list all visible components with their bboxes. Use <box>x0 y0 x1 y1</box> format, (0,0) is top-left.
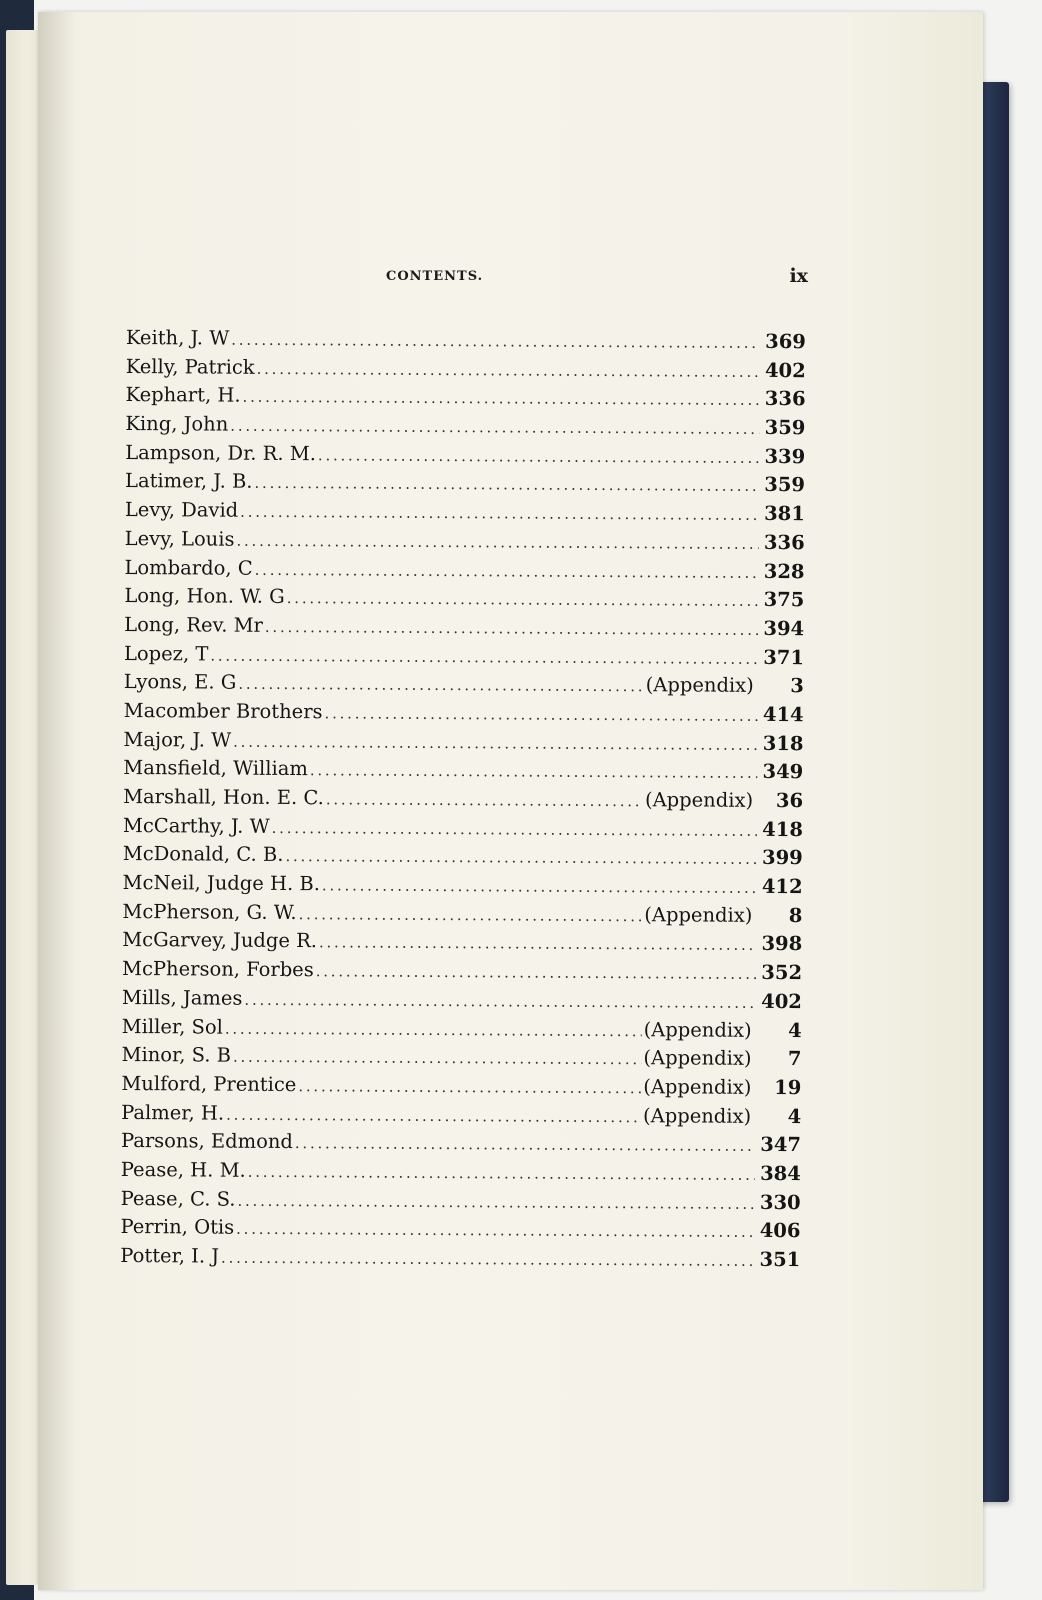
entry-name: Macomber Brothers <box>123 698 323 724</box>
entry-page-number: 375 <box>763 588 805 612</box>
dot-leader <box>236 1220 754 1241</box>
entry-page-number: 412 <box>761 874 803 899</box>
entry-name: Lopez, T <box>123 641 209 666</box>
entry-page-number: 339 <box>764 444 806 468</box>
dot-leader <box>230 417 759 438</box>
entry-page-number: 336 <box>763 530 805 554</box>
entry-name: Lombardo, C <box>124 555 253 580</box>
entry-name: Levy, Louis <box>124 526 235 551</box>
entry-name: Long, Hon. W. G <box>124 584 285 609</box>
entry-note: (Appendix) <box>645 673 754 698</box>
contents-entry <box>124 670 804 703</box>
entry-note: (Appendix) <box>643 1103 752 1128</box>
dot-leader <box>231 331 760 352</box>
book-page <box>38 12 983 1590</box>
entry-name: Pease, H. M. <box>120 1157 246 1182</box>
running-head <box>118 267 808 287</box>
entry-page-number: 347 <box>760 1133 802 1157</box>
entry-name: Latimer, J. B. <box>124 469 253 494</box>
page-title: CONTENTS. <box>386 269 484 284</box>
entry-name: Miller, Sol <box>121 1014 223 1039</box>
entry-page-number: 351 <box>759 1247 801 1272</box>
entry-page-number: 7 <box>787 1047 802 1071</box>
dot-leader <box>237 1191 754 1212</box>
dot-leader <box>318 446 759 467</box>
entry-name: Mulford, Prentice <box>121 1071 297 1096</box>
contents-entry <box>122 957 802 990</box>
entry-page-number: 318 <box>762 731 804 755</box>
dot-leader <box>210 646 758 667</box>
contents-entry <box>122 900 802 933</box>
contents-list <box>120 326 806 1277</box>
entry-page-number: 398 <box>761 932 803 956</box>
entry-name: Kelly, Patrick <box>125 354 255 379</box>
contents-entry <box>124 699 804 732</box>
entry-name: Long, Rev. Mr <box>124 612 263 637</box>
dot-leader <box>287 589 759 610</box>
entry-name: Major, J. W <box>123 727 232 752</box>
entry-note: (Appendix) <box>644 902 753 927</box>
entry-name: Levy, David <box>124 498 239 522</box>
dot-leader <box>233 732 757 753</box>
dot-leader <box>326 790 643 810</box>
entry-name: McNeil, Judge H. B. <box>122 871 321 896</box>
entry-name: Lampson, Dr. R. M. <box>125 440 317 465</box>
entry-name: McCarthy, J. W <box>122 813 270 838</box>
dot-leader <box>226 1105 641 1126</box>
dot-leader <box>221 1249 754 1270</box>
entry-page-number: 369 <box>765 329 806 354</box>
contents-entry <box>121 1158 801 1191</box>
entry-page-number: 330 <box>759 1190 801 1214</box>
dot-leader <box>238 675 643 695</box>
entry-name: Minor, S. B <box>121 1043 232 1067</box>
dot-leader <box>319 934 756 955</box>
dot-leader <box>248 1163 755 1184</box>
contents-entry <box>125 412 805 445</box>
dot-leader <box>310 761 758 782</box>
entry-page-number: 414 <box>762 702 804 727</box>
entry-page-number: 328 <box>763 559 805 583</box>
entry-name: McGarvey, Judge R. <box>122 928 318 953</box>
entry-page-number: 371 <box>763 645 805 669</box>
contents-entry <box>123 842 803 875</box>
contents-entry <box>120 1215 800 1248</box>
entry-page-number: 19 <box>774 1075 802 1100</box>
entry-name: Mills, James <box>121 985 243 1010</box>
contents-entry <box>123 756 803 789</box>
entry-page-number: 418 <box>762 817 804 841</box>
entry-name: Kephart, H. <box>125 383 241 408</box>
dot-leader <box>295 1134 755 1155</box>
contents-entry <box>126 326 806 359</box>
left-page-edge <box>6 30 42 1585</box>
dot-leader <box>316 962 756 983</box>
contents-entry <box>121 1101 801 1134</box>
entry-name: Potter, I. J <box>120 1243 220 1268</box>
entry-name: McPherson, Forbes <box>122 957 314 982</box>
contents-entry <box>126 355 806 388</box>
contents-entry <box>121 1129 801 1162</box>
dot-leader <box>257 359 760 380</box>
entry-name: McPherson, G. W. <box>122 899 297 924</box>
dot-leader <box>298 1077 641 1097</box>
dot-leader <box>240 503 759 524</box>
contents-entry <box>125 498 805 531</box>
dot-leader <box>254 474 759 495</box>
entry-name: Mansfield, William <box>123 756 308 781</box>
entry-page-number: 3 <box>790 674 804 698</box>
dot-leader <box>285 847 756 868</box>
entry-name: Palmer, H. <box>121 1100 225 1125</box>
entry-page-number: 394 <box>763 616 805 641</box>
contents-entry <box>122 928 802 961</box>
dot-leader <box>233 1048 642 1068</box>
dot-leader <box>244 991 756 1012</box>
dot-leader <box>255 560 759 581</box>
entry-name: Perrin, Otis <box>120 1215 235 1239</box>
entry-name: Lyons, E. G <box>123 670 237 694</box>
contents-entry <box>124 555 804 588</box>
entry-page-number: 4 <box>788 1018 802 1042</box>
entry-note: (Appendix) <box>644 788 754 812</box>
contents-entry <box>122 871 802 904</box>
contents-entry <box>124 584 804 617</box>
contents-entry <box>123 785 803 818</box>
entry-name: Parsons, Edmond <box>120 1129 293 1154</box>
contents-entry <box>125 527 805 560</box>
entry-page-number: 384 <box>760 1161 801 1186</box>
dot-leader <box>225 1019 642 1040</box>
entry-page-number: 406 <box>759 1219 801 1243</box>
entry-name: Keith, J. W <box>125 326 230 350</box>
dot-leader <box>322 876 757 897</box>
contents-entry <box>121 1072 801 1105</box>
entry-page-number: 352 <box>761 961 803 985</box>
contents-entry <box>121 1043 801 1076</box>
contents-entry <box>120 1244 800 1277</box>
contents-entry <box>125 441 805 474</box>
dot-leader <box>265 618 758 639</box>
page-number: ix <box>789 265 808 287</box>
contents-entry <box>125 383 805 416</box>
entry-page-number: 359 <box>764 415 806 440</box>
entry-page-number: 36 <box>775 788 804 813</box>
dot-leader <box>243 388 760 409</box>
entry-page-number: 402 <box>764 358 806 382</box>
entry-name: McDonald, C. B. <box>122 842 284 867</box>
entry-page-number: 349 <box>762 760 804 784</box>
contents-entry <box>122 1014 802 1047</box>
contents-entry <box>123 728 803 761</box>
contents-entry <box>122 986 802 1019</box>
dot-leader <box>325 704 758 725</box>
entry-name: King, John <box>125 412 229 436</box>
entry-page-number: 399 <box>761 846 803 870</box>
dot-leader <box>299 905 643 925</box>
gutter-shadow <box>38 12 78 1590</box>
entry-page-number: 4 <box>787 1104 802 1128</box>
entry-page-number: 8 <box>788 903 803 927</box>
entry-name: Pease, C. S. <box>120 1186 236 1211</box>
entry-page-number: 336 <box>764 387 806 411</box>
contents-entry <box>123 814 803 847</box>
entry-page-number: 381 <box>764 502 805 526</box>
contents-entry <box>121 1187 801 1220</box>
contents-entry <box>124 642 804 675</box>
entry-page-number: 402 <box>761 989 802 1013</box>
contents-entry <box>125 469 805 502</box>
dot-leader <box>272 819 757 840</box>
entry-note: (Appendix) <box>643 1075 752 1099</box>
entry-note: (Appendix) <box>643 1046 752 1071</box>
dot-leader <box>236 531 758 552</box>
entry-page-number: 359 <box>764 473 806 497</box>
entry-name: Marshall, Hon. E. C. <box>123 784 324 810</box>
contents-entry <box>124 613 804 646</box>
entry-note: (Appendix) <box>643 1017 752 1042</box>
